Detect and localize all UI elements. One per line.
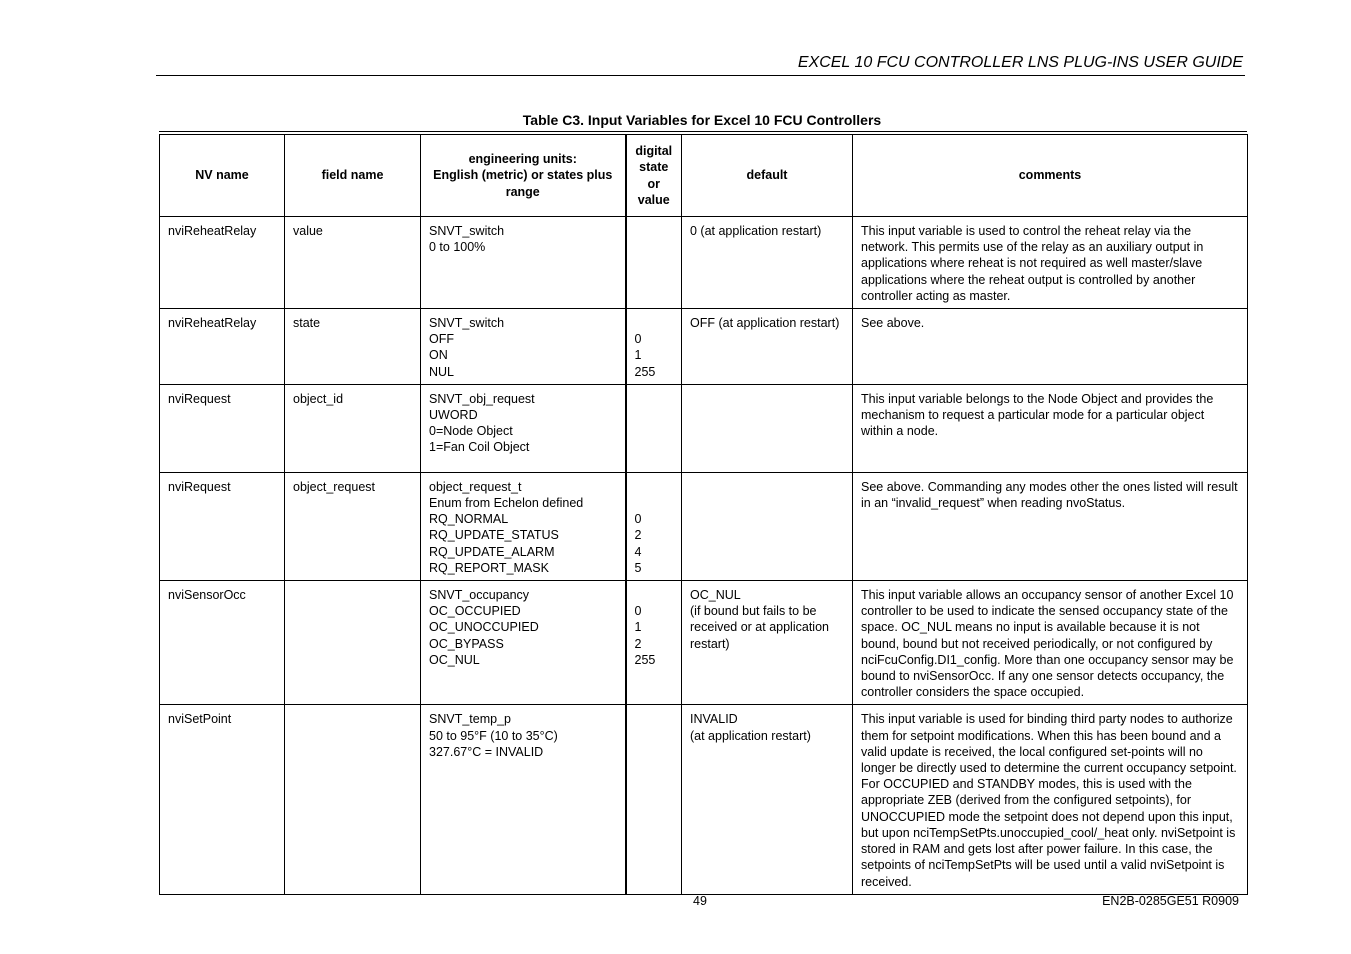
cell-units: SNVT_occupancy OC_OCCUPIED OC_UNOCCUPIED OC_BYPASS OC_NUL	[421, 581, 626, 705]
table-row	[160, 705, 1248, 894]
cell-nv-name: nviRequest	[160, 472, 285, 580]
input-variables-table	[159, 134, 1248, 895]
cell-digital: 0 1 255	[626, 309, 682, 385]
cell-comments: See above.	[853, 309, 1248, 385]
cell-default: 0 (at application restart)	[682, 217, 853, 309]
cell-digital: 0 1 2 255	[626, 581, 682, 705]
table-row	[160, 384, 1248, 472]
cell-comments: This input variable belongs to the Node Object and provides the mechanism to request a particular mode for a particular object within a node.	[853, 384, 1248, 472]
cell-comments: This input variable allows an occupancy sensor of another Excel 10 controller to be used to indicate the sensed occupancy state of the space. OC_NUL means no input is available because it is not bound, bound but not received periodically, or not configured by nciFcuConfig.DI1_config. More than one occupancy sensor may be bound to nviSensorOcc. If any one sensor detects occupancy, the controller considers the space occupied.	[853, 581, 1248, 705]
cell-digital	[626, 705, 682, 894]
cell-digital	[626, 384, 682, 472]
column-header-field-name: field name	[285, 135, 421, 217]
cell-comments: This input variable is used to control the reheat relay via the network. This permits use of the relay as an auxiliary output in applications where reheat is not required as well master/slave applications where the reheat output is controlled by another controller acting as master.	[853, 217, 1248, 309]
cell-comments: This input variable is used for binding third party nodes to authorize them for setpoint modifications. When this has been bound and a valid update is received, the local configured set-points will no longer be directly used to determine the current occupancy setpoint. For OCCUPIED and STANDBY modes, this is used with the appropriate ZEB (derived from the configured setpoints), for UNOCCUPIED mode the setpoint does not depend upon this input, but upon nciTempSetPts.unoccupied_cool/_heat only. nviSetpoint is stored in RAM and gets lost after power failure. In this case, the setpoints of nciTempSetPts will be used until a valid nviSetpoint is received.	[853, 705, 1248, 894]
cell-default: OC_NUL (if bound but fails to be received or at application restart)	[682, 581, 853, 705]
cell-default: INVALID (at application restart)	[682, 705, 853, 894]
table-row	[160, 581, 1248, 705]
document-id: EN2B-0285GE51 R0909	[1102, 894, 1239, 908]
cell-units: SNVT_obj_request UWORD 0=Node Object 1=Fan Coil Object	[421, 384, 626, 472]
table-header-row	[160, 135, 1248, 217]
cell-field-name	[285, 705, 421, 894]
cell-nv-name: nviSensorOcc	[160, 581, 285, 705]
column-header-nv-name: NV name	[160, 135, 285, 217]
cell-digital: 0 2 4 5	[626, 472, 682, 580]
column-header-engineering-units: engineering units: English (metric) or states plus range	[421, 135, 626, 217]
table-row	[160, 309, 1248, 385]
cell-field-name: value	[285, 217, 421, 309]
cell-default	[682, 472, 853, 580]
table-row	[160, 217, 1248, 309]
cell-field-name: object_id	[285, 384, 421, 472]
document-header-title: EXCEL 10 FCU CONTROLLER LNS PLUG-INS USER GUIDE	[797, 54, 1243, 71]
cell-field-name: object_request	[285, 472, 421, 580]
cell-nv-name: nviRequest	[160, 384, 285, 472]
header-divider	[156, 75, 1245, 76]
column-header-comments: comments	[853, 135, 1248, 217]
cell-nv-name: nviReheatRelay	[160, 309, 285, 385]
page-number: 49	[693, 894, 707, 908]
cell-digital	[626, 217, 682, 309]
cell-units: object_request_t Enum from Echelon defined RQ_NORMAL RQ_UPDATE_STATUS RQ_UPDATE_ALARM RQ_REPORT_MASK	[421, 472, 626, 580]
cell-comments: See above. Commanding any modes other the ones listed will result in an “invalid_request” when reading nvoStatus.	[853, 472, 1248, 580]
cell-field-name	[285, 581, 421, 705]
cell-units: SNVT_switch 0 to 100%	[421, 217, 626, 309]
column-header-digital-state: digital state or value	[626, 135, 682, 217]
cell-default	[682, 384, 853, 472]
table-row	[160, 472, 1248, 580]
cell-default: OFF (at application restart)	[682, 309, 853, 385]
table-top-rule	[159, 131, 1247, 132]
cell-units: SNVT_temp_p 50 to 95°F (10 to 35°C) 327.67°C = INVALID	[421, 705, 626, 894]
cell-units: SNVT_switch OFF ON NUL	[421, 309, 626, 385]
cell-nv-name: nviSetPoint	[160, 705, 285, 894]
table-caption: Table C3. Input Variables for Excel 10 FCU Controllers	[522, 112, 882, 128]
cell-nv-name: nviReheatRelay	[160, 217, 285, 309]
column-header-default: default	[682, 135, 853, 217]
cell-field-name: state	[285, 309, 421, 385]
